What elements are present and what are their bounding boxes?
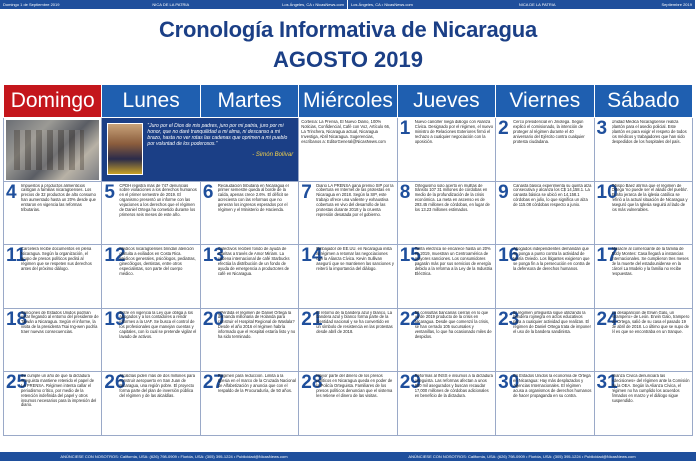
day-number: 21 xyxy=(301,308,323,330)
day-number: 28 xyxy=(301,372,323,393)
day-cell xyxy=(299,308,397,372)
day-number: 5 xyxy=(104,181,115,203)
day-cell xyxy=(594,372,692,436)
footer-ad-right: ANÚNCIESE CON NOSOTROS: California, USA: (626) 798-0909 • Florida, USA: (305) 395-1224 • Publicidad@NicasNews.com xyxy=(408,454,636,459)
day-number: 4 xyxy=(6,181,17,203)
calendar-week-5 xyxy=(4,372,693,436)
day-cell xyxy=(102,308,200,372)
day-cell xyxy=(397,308,495,372)
day-text: El régimen orteguista sigue utilizando la bandera rojinegra en actos educativos para a cualquier actividad que realizan. El régimen de Daniel Ortega trata de imponer el uso de la bandera sandinista. xyxy=(513,310,591,335)
day-text: Diario LA PRENSA gana premio SIP por la cobertura en Internet de las protestas en Nicaragua en 2018. Según la SIP, este trabajo ofrece una valiente y exhaustiva cobertura en vivo del desarrollo de las protestas durante 2018 y la cruenta represión desatada por el gobierno. xyxy=(316,183,394,217)
footer-ad-left: ANÚNCIESE CON NOSOTROS: California, USA: (626) 798-0909 • Florida, USA: (305) 395-1224 • Publicidad@NicasNews.com xyxy=(60,454,288,459)
day-text: Orteguismo solo acertó en mulltas de tránsito 107 31 millones de córdobas en medio de la profundización de la crisis económica. La meta en ascenso es de 293.45 millones de córdobas, en lugar de los 13.23 millones estimados. xyxy=(414,183,490,213)
day-text: Médicos nicaragüenses brindan atención gratuita a exiliados en Costa Rica. Médicos generales, psicólogos, pediatras, ginecólogos, dentistas, entre otros especialistas, son parte del cuerpo médico. xyxy=(119,247,196,276)
credits-text: Cortesía: La Prensa, El Nuevo Diario, 100% Noticias, Confidencial, Café con Voz, Artículo 66, La Trinchera, Nicaragua actual, Nicaragua Investiga, Abril Nicaragua. Sugerencias, escríbanos a: EditorGeneral@NicasNews.com xyxy=(301,120,391,144)
day-number: 29 xyxy=(399,372,421,393)
quote-cell xyxy=(102,118,299,182)
day-text: En Estados Unidos la economía de Ortega en Nicaragua: Hay más desplazados y Agencias Internacionales. El régimen acusa a organismos de derechos humanos de hacer propaganda en su contra. xyxy=(513,374,592,398)
calendar-week-4 xyxy=(4,308,693,372)
weekday-header-row xyxy=(4,85,693,118)
day-cell xyxy=(496,372,594,436)
day-text: CPDH registra más de 747 denuncias sobre violaciones a los derechos humanos en el primer semestre de 2019. El organismo presentó un informe con las vejaciones a los derechos que el régimen de Daniel Ortega ha cometido durante los primeros seis meses de este año. xyxy=(119,183,197,217)
day-text: Canasta básica experimenta su quinta alza consecutiva y alcanza los C$ 14,158.1. La canasta básica se ubicó en 14,158.1 córdobas en julio, lo que significa un alza de 115.08 córdobas respecto a junio. xyxy=(513,183,592,208)
day-cell xyxy=(4,181,102,245)
day-number: 24 xyxy=(596,308,618,330)
day-number: 7 xyxy=(301,181,312,203)
top-strip xyxy=(0,0,696,9)
header-viernes: Viernes xyxy=(496,85,594,118)
calendar-week-1 xyxy=(4,118,693,182)
day-number: 30 xyxy=(498,372,520,393)
month-title: AGOSTO 2019 xyxy=(273,47,423,72)
day-number: 31 xyxy=(596,372,618,393)
day-text: Régimen para reducción. Limita a la Iglesia en el marco de la Cruzada Nacional de Alfabetización y anuncia que con el respaldo de la Procuraduría, de 50 años. xyxy=(217,374,296,393)
strip-right-paper: NICA DE LA PATRIA xyxy=(518,2,556,7)
day-number: 1 xyxy=(399,118,411,139)
day-cell xyxy=(102,181,200,245)
day-cell xyxy=(496,118,594,182)
header-lunes: Lunes xyxy=(102,85,200,118)
day-text: Masacre al comerciante de la familia de Eddy Montes: Casa llegará a instancias internacionales. Se cumplieron tres meses de la muerte del estadounidense en la cárcel La Modelo y la familia no recibe respuestas. xyxy=(611,247,689,276)
day-number: 11 xyxy=(6,245,27,266)
strip-left-paper: NICA DE LA PATRIA xyxy=(152,2,190,7)
credits-cell xyxy=(299,118,397,182)
day-text: Carcelera recibe documentos en plena Nicaragua. Según la organización, el grupo de presos políticos pedirá al régimen que se respeten sus derechos antes del próximo diálogo. xyxy=(21,247,92,271)
day-number: 9 xyxy=(498,181,509,203)
day-text: Impuestos a productos alimenticios castigan a familias nicaragüenses. Los precios de 32 productos de alto consumo han aumentado hasta un 20% desde que entraron en vigencia las reformas tributarias. xyxy=(21,183,96,213)
day-text: Recaudación tributaria en Nicaragua el primer semestre queda al borde de la caída, apenas crece 2.6%. El déficit se acrecienta con las reformas que no generan los ingresos esperados por el régimen y el Ministerio de Hacienda. xyxy=(217,183,289,213)
day-cell xyxy=(299,181,397,245)
day-number: 3 xyxy=(596,118,608,139)
header-jueves: Jueves xyxy=(397,85,495,118)
day-cell xyxy=(200,308,298,372)
bolivar-quote xyxy=(104,120,296,180)
day-cell xyxy=(200,245,298,309)
day-number: 26 xyxy=(104,372,126,393)
day-number: 19 xyxy=(104,308,126,330)
footer-strip xyxy=(0,452,696,461)
day-cell xyxy=(496,308,594,372)
day-cell xyxy=(102,245,200,309)
day-cell xyxy=(397,372,495,436)
calendar-week-2 xyxy=(4,181,693,245)
day-number: 18 xyxy=(6,308,28,330)
day-text: Embajador de EE.UU. en Nicaragua insta al régimen a retomar las negociaciones con la Alianza Cívica. Kevin Sullivan aseguró que se mantienen las sanciones y reiteró la importancia del diálogo. xyxy=(316,247,394,271)
day-text: Abogados independientes demandan que se ponga a punto contra la actividad de María Oviedo. Los litigantes exigieron que se ponga fin a la persecución en contra de la defensora de derechos humanos. xyxy=(513,247,591,271)
day-text: Reformas al INSS e insumos a la dictadura orteguista. Las reformas afectan a unos 800 mil asegurados y buscan recaudar 17,000 millones de córdobas adicionales en beneficio de la dictadura. xyxy=(414,374,493,398)
quote-author: - Simón Bolívar xyxy=(252,152,294,158)
day-cell xyxy=(102,372,200,436)
day-text: Se cumple un año de que la dictadura orteguista mantiene retenido el papel de LA PRENSA. Régimen intenta callar el periodismo crítico, por medio de la retención indefinida del papel y otros insumos necesarios para la impresión del diario. xyxy=(21,374,97,408)
day-text: ¿Pérdida el régimen de Daniel Ortega la demanda millonaria de Holanda para construir el Hospital Regional de Waslala? Desde el año 2016 el régimen habría informado que el Hospital estaría listo y no ha sido terminado. xyxy=(217,310,296,340)
top-strip-left xyxy=(0,0,348,9)
day-cell xyxy=(496,245,594,309)
day-text: Tarifa eléctrica se encarece hasta un 20% en 2019, muestran un Centroamérica de mayores sanciones. Los consumidores pagarán más por sus servicios de energía debido a la reforma a la Ley de la Industria Eléctrica. xyxy=(414,247,493,276)
day-cell xyxy=(299,245,397,309)
day-number: 27 xyxy=(202,372,224,393)
strip-right-city: Los Ángeles, CA • NicasNews.com xyxy=(351,2,413,7)
day-text: Nuevo canciller niega diálogo con Alianza Cívica. Designado por el régimen, el nuevo ministro de Relaciones Exteriores firmó el rechazo a cualquier negociación con la oposición. xyxy=(414,120,493,144)
day-number: 8 xyxy=(399,181,411,203)
day-cell xyxy=(200,181,298,245)
day-cell xyxy=(4,372,102,436)
header-miercoles: Miércoles xyxy=(299,85,397,118)
header-sabado: Sábado xyxy=(594,85,692,118)
day-text: Mayor parte del dinero de los presos políticos en Nicaragua queda en poder de la Policía Orteguista. Familiares de los presos políticos denuncian que el sistema les retiene el dinero de las visitas. xyxy=(316,374,393,398)
day-text: Entre en vigencia la Ley que obliga a los abogados y a los contadores a rendir informes a la UAF. Se busca el control de los profesionales que manejan cuentas y capitales, con lo cual se pretende vigilar el lavado de activos. xyxy=(119,310,197,340)
day-number: 23 xyxy=(498,308,520,330)
quote-text: “Juro por el Dios de mis padres, juro por mi patria, juro por mi honor, que no daré tranquilidad a mi alma, ni descanso a mi brazo, hasta no ver rotas las cadenas que oprimen a mi pueblo por voluntad de los poderosos.” xyxy=(147,123,288,147)
day-cell xyxy=(594,308,692,372)
day-cell xyxy=(4,245,102,309)
day-number: 2 xyxy=(498,118,509,139)
strip-left-city: Los Ángeles, CA • NicasNews.com xyxy=(282,2,344,7)
day-number: 16 xyxy=(498,245,520,266)
day-number: 20 xyxy=(202,308,224,330)
day-text: 50 consultas bancarias cierran en lo que va de 2019 producto de la crisis en Nicaragua. Desde que comenzó la crisis, se han cerrado 105 sucursales y ventanillas, lo que ha ocasionado miles de despidos. xyxy=(414,310,492,340)
strip-left-date: Domingo 1 de Septiembre 2019 xyxy=(3,2,60,7)
day-text: Cerco presidencial en Jinotega. Según explicó el comisionado, la intención de proteger al régimen durante el 40 aniversario del Ejército contra cualquier protesta ciudadana. xyxy=(513,120,585,144)
calendar-table xyxy=(3,84,693,436)
day-cell xyxy=(594,245,692,309)
bolivar-portrait xyxy=(107,123,143,175)
day-number: 17 xyxy=(596,245,618,266)
day-text: Alianza Cívica denunciará las «decisiones» del régimen ante la Comisión de la OEA. Según la Alianza Cívica, el régimen no ha cumplido los acuerdos firmados en marzo y el diálogo sigue suspendido. xyxy=(611,374,690,403)
day-cell xyxy=(200,372,298,436)
day-number: 10 xyxy=(596,181,618,203)
day-text: Unidad Médica Nicaragüense realiza plantón para el asedio policial. Este plantón es para exigir el respeto de todos los médicos y trabajadores que han sido despedidos de los hospitales del país. xyxy=(611,120,687,144)
day-number: 22 xyxy=(399,308,421,330)
page-title: Cronología Informativa de Nicaragua xyxy=(158,17,538,42)
day-text: El retorno de la bandera azul y blanco. La bandera azul y blanco forma parte de la identidad nacional y se ha convertido en un símbolo de resistencia en las protestas desde abril de 2018. xyxy=(316,310,393,335)
day-text: Sanciones de Estados Unidos podrían estar llegando al entorno del presidente de Taiwán a Nicaragua. Según el informe, la visita de la presidenta Tsai Ing-wen podría traer nuevas consecuencias. xyxy=(21,310,99,335)
day-cell xyxy=(397,181,495,245)
day-cell xyxy=(594,118,692,182)
day-cell xyxy=(397,118,495,182)
assembly-photo xyxy=(6,120,99,180)
calendar-week-3 xyxy=(4,245,693,309)
day-cell xyxy=(594,181,692,245)
day-text: Obispo Baez afirma que el régimen de Ortega 'no puede ser el aliado del pueblo'. El alto jerarca de la iglesia católica se refirió a la actual situación de Nicaragua y aseguró que la Iglesia seguirá al lado de los más vulnerables. xyxy=(611,183,689,213)
day-number: 12 xyxy=(104,245,126,266)
strip-right-date: Septiembre 2019 xyxy=(661,2,692,7)
header-domingo: Domingo xyxy=(4,85,102,118)
header-martes: Martes xyxy=(200,85,298,118)
day-cell xyxy=(299,372,397,436)
day-cell xyxy=(496,181,594,245)
day-number: 25 xyxy=(6,372,28,393)
day-number: 14 xyxy=(301,245,323,266)
day-text: Colectivos reciben fondo de ayuda de Claritas a través de Amor Miriam. La cadena internacional de café Starbucks efectúa la distribución de un fondo de ayuda de emergencia a productores de café en Nicaragua. xyxy=(217,247,290,276)
day-text: Alcaldías piden más de dos millones para construir aeropuerto en San Juan de Nicaragua, una región pobre. El proyecto forma parte del plan de inversión pública del régimen y de las alcaldías. xyxy=(119,374,195,398)
day-cell xyxy=(4,308,102,372)
day-number: 6 xyxy=(202,181,214,203)
day-number: 13 xyxy=(202,245,224,266)
day-text: La desaparición de Erwin Galo, un «trampero» de León. Erwin Galo, trampero de Ortega, salió de su casa el pasado 19 de abril de 2018. Lo último que se supo de él es que se encontraba en un tranque. xyxy=(611,310,690,335)
day-number: 15 xyxy=(399,245,421,266)
top-strip-right xyxy=(348,0,696,9)
intro-photo-cell xyxy=(4,118,102,182)
day-cell xyxy=(397,245,495,309)
